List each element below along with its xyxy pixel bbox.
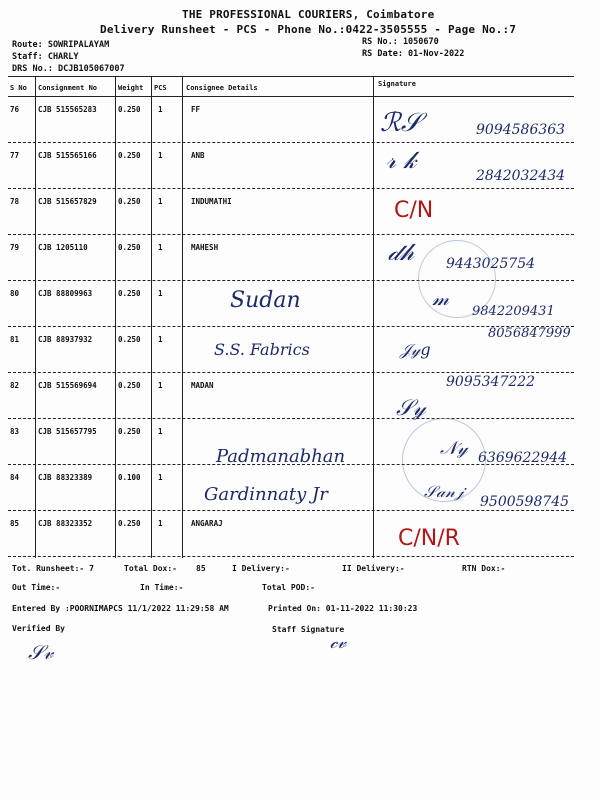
- row-consignment: CJB 88809963: [38, 289, 93, 298]
- row-weight: 0.250: [118, 289, 141, 298]
- phone-85: 9500598745: [480, 494, 570, 510]
- row-consignment: CJB 515657829: [38, 197, 97, 206]
- phone-77: 2842032434: [476, 168, 566, 184]
- company-title: THE PROFESSIONAL COURIERS, Coimbatore: [182, 8, 435, 21]
- row-weight: 0.100: [118, 473, 141, 482]
- col-rule: [182, 77, 183, 558]
- row-consignee: INDUMATHI: [191, 197, 232, 206]
- col-consignee: Consignee Details: [186, 84, 258, 92]
- row-sno: 81: [10, 335, 20, 344]
- row-consignment: CJB 515565166: [38, 151, 97, 160]
- phone-79: 9443025754: [446, 256, 536, 272]
- col-rule: [115, 77, 116, 558]
- col-weight: Weight: [118, 84, 144, 92]
- total-dox-value: 85: [196, 564, 206, 573]
- staff-signature-label: Staff Signature: [272, 625, 345, 634]
- route-label: Route: SOWRIPALAYAM: [12, 40, 110, 50]
- phone-76: 9094586363: [476, 122, 566, 138]
- row-pcs: 1: [158, 151, 163, 160]
- signature-81: 𝒥𝓎𝑔: [400, 340, 431, 359]
- row-pcs: 1: [158, 197, 163, 206]
- row-consignment: CJB 88937932: [38, 335, 93, 344]
- row-divider: [8, 234, 574, 235]
- row-sno: 80: [10, 289, 20, 298]
- row-sno: 82: [10, 381, 20, 390]
- row-sno: 85: [10, 519, 20, 528]
- row-consignment: CJB 515657795: [38, 427, 97, 436]
- row-consignment: CJB 515569694: [38, 381, 97, 390]
- signature-79: 𝒹𝒽: [388, 238, 414, 266]
- in-time: In Time:-: [140, 583, 184, 592]
- col-consignment: Consignment No: [38, 84, 98, 92]
- row-consignee: MADAN: [191, 381, 214, 390]
- row-divider: [8, 372, 574, 373]
- col-rule: [35, 77, 36, 558]
- phone-82: 9095347222: [446, 374, 536, 390]
- col-rule: [373, 77, 374, 558]
- signature-83: 𝒩𝓎: [440, 438, 468, 459]
- entered-by: Entered By :POORNIMAPCS 11/1/2022 11:29:58 AM: [12, 604, 229, 613]
- row-pcs: 1: [158, 519, 163, 528]
- row-pcs: 1: [158, 243, 163, 252]
- total-pod: Total POD:-: [262, 583, 315, 592]
- printed-on: Printed On: 01-11-2022 11:30:23: [268, 604, 418, 613]
- col-signature: Signature: [378, 80, 416, 88]
- row-sno: 77: [10, 151, 20, 160]
- row-consignee: ANGARAJ: [191, 519, 223, 528]
- cn-mark-85: C/N/R: [398, 526, 460, 551]
- row-consignment: CJB 88323389: [38, 473, 93, 482]
- col-pcs: PCS: [154, 84, 167, 92]
- row-pcs: 1: [158, 473, 163, 482]
- row-weight: 0.250: [118, 151, 141, 160]
- row-sno: 83: [10, 427, 20, 436]
- row-consignee: FF: [191, 105, 201, 114]
- signature-77: 𝓇 𝓀: [386, 146, 417, 174]
- row-divider: [8, 556, 574, 557]
- row-consignment: CJB 88323352: [38, 519, 93, 528]
- name-80: Sudan: [230, 288, 301, 313]
- row-pcs: 1: [158, 105, 163, 114]
- name-83: Padmanabhan: [216, 446, 346, 467]
- cn-mark-78: C/N: [394, 198, 434, 223]
- row-weight: 0.250: [118, 105, 141, 114]
- row-divider: [8, 418, 574, 419]
- row-weight: 0.250: [118, 427, 141, 436]
- verified-by: Verified By: [12, 624, 65, 633]
- phone-81: 8056847999: [488, 326, 571, 341]
- row-weight: 0.250: [118, 243, 141, 252]
- row-pcs: 1: [158, 427, 163, 436]
- verified-signature: 𝒮𝓋: [28, 640, 54, 664]
- col-sno: S No: [10, 84, 27, 92]
- runsheet-title: Delivery Runsheet - PCS - Phone No.:0422-3505555 - Page No.:7: [100, 23, 517, 36]
- signature-82: 𝒮𝓎: [396, 396, 426, 421]
- row-weight: 0.250: [118, 335, 141, 344]
- phone-84: 6369622944: [478, 450, 568, 466]
- signature-80: 𝓂: [432, 286, 449, 310]
- row-divider: [8, 510, 574, 511]
- row-pcs: 1: [158, 289, 163, 298]
- row-sno: 84: [10, 473, 20, 482]
- i-delivery: I Delivery:-: [232, 564, 290, 573]
- name-84: Gardinnaty Jr: [204, 484, 328, 505]
- drs-number: DRS No.: DCJB105067007: [12, 64, 125, 74]
- rtn-dox: RTN Dox:-: [462, 564, 506, 573]
- total-dox-label: Total Dox:-: [124, 564, 177, 573]
- row-sno: 78: [10, 197, 20, 206]
- rs-date: RS Date: 01-Nov-2022: [362, 49, 465, 59]
- phone-80: 9842209431: [472, 304, 555, 319]
- row-pcs: 1: [158, 335, 163, 344]
- rs-number: RS No.: 1050670: [362, 37, 439, 47]
- staff-signature: 𝒸𝓋: [330, 632, 347, 653]
- row-pcs: 1: [158, 381, 163, 390]
- col-rule: [151, 77, 152, 558]
- row-weight: 0.250: [118, 381, 141, 390]
- name-81: S.S. Fabrics: [214, 340, 310, 359]
- row-weight: 0.250: [118, 197, 141, 206]
- out-time: Out Time:-: [12, 583, 61, 592]
- ii-delivery: II Delivery:-: [342, 564, 405, 573]
- staff-label: Staff: CHARLY: [12, 52, 79, 62]
- row-divider: [8, 188, 574, 189]
- row-consignee: ANB: [191, 151, 205, 160]
- row-sno: 79: [10, 243, 20, 252]
- row-sno: 76: [10, 105, 20, 114]
- row-consignment: CJB 1205110: [38, 243, 88, 252]
- table-header-rule: [8, 96, 574, 97]
- signature-76: ℛ𝒮: [380, 108, 421, 138]
- row-divider: [8, 142, 574, 143]
- row-consignment: CJB 515565283: [38, 105, 97, 114]
- table-top-rule: [8, 76, 574, 77]
- row-weight: 0.250: [118, 519, 141, 528]
- tot-runsheet: Tot. Runsheet:- 7: [12, 564, 94, 573]
- row-consignee: MAHESH: [191, 243, 219, 252]
- signature-84: 𝒮𝒶𝓃𝒿: [424, 482, 464, 501]
